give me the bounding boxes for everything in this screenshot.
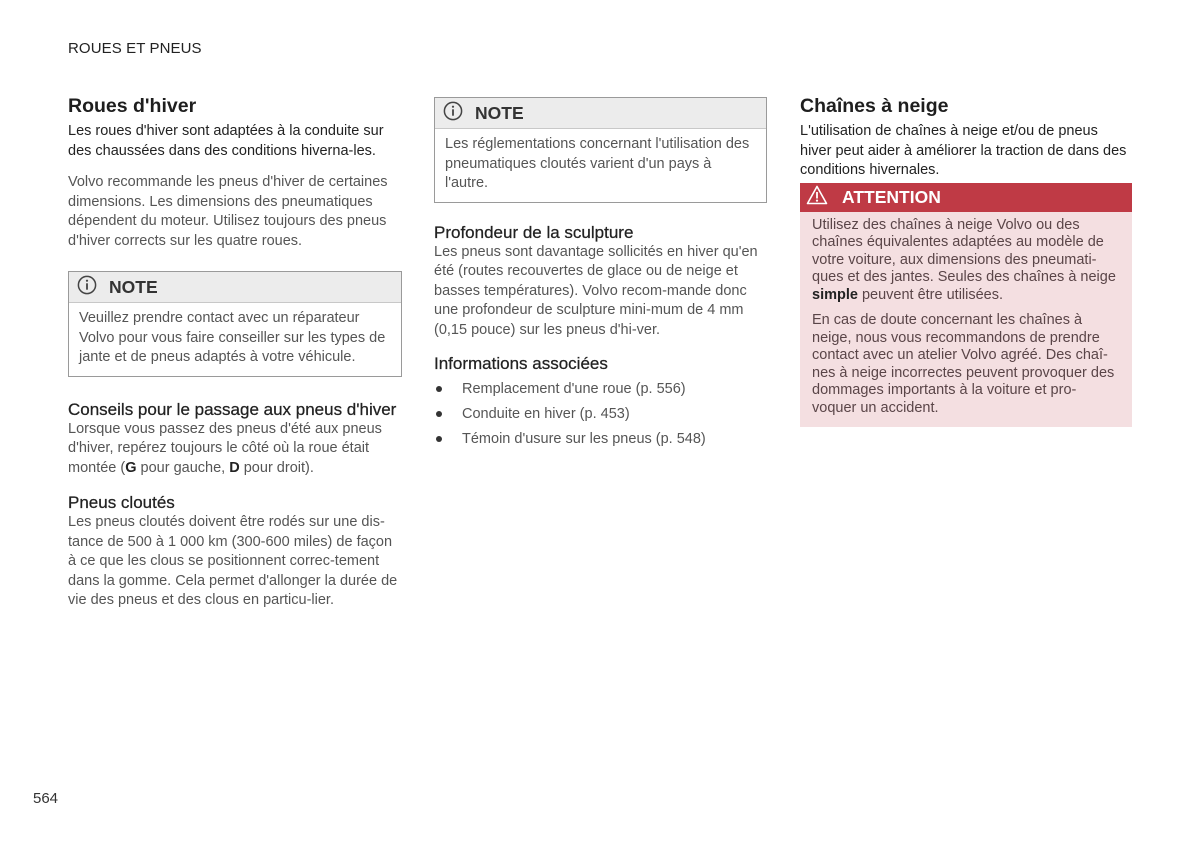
note-box-cloutes (434, 97, 767, 203)
related-link-temoin-usure[interactable]: Témoin d'usure sur les pneus (p. 548) (434, 427, 767, 452)
section-title-chaines: Chaînes à neige (800, 95, 949, 117)
column-left (68, 94, 402, 611)
subheading-informations: Informations associées (434, 354, 608, 373)
note-title: NOTE (475, 102, 524, 123)
related-links-list (434, 377, 767, 452)
intro-chaines: L'utilisation de chaînes à neige et/ou de pneus hiver peut aider à améliorer la traction de dans des conditions hivernales. (800, 123, 1127, 178)
subheading-conseils: Conseils pour le passage aux pneus d'hiver (68, 399, 397, 419)
note-header (69, 272, 401, 303)
attention-body (800, 212, 1132, 428)
subheading-profondeur: Profondeur de la sculpture (434, 222, 634, 242)
info-icon (443, 101, 463, 126)
attention-header (800, 183, 1132, 212)
note-box-jante (68, 271, 402, 377)
warning-triangle-icon (806, 185, 828, 210)
subheading-pneus-cloutes: Pneus cloutés (68, 493, 175, 512)
note-title: NOTE (109, 276, 158, 297)
page-number: 564 (33, 790, 59, 807)
attention-paragraph-1: Utilisez des chaînes à neige Volvo ou des chaînes équivalentes adaptées au modèle de votre voiture, aux dimensions des pneumati-ques et des jantes. Seules des chaînes à neige simple peuvent être utilisées. (812, 216, 1116, 303)
note-header (435, 98, 766, 129)
paragraph-pneus-cloutes: Les pneus cloutés doivent être rodés sur une dis-tance de 500 à 1 000 km (300-600 miles) de façon à ce que les clous se positionnent correc-tement dans la gomme. Cela permet d'allonger la durée de vie des pneus et des clous en particu-lier. (68, 514, 398, 608)
note-text: Les réglementations concernant l'utilisation des pneumatiques cloutés varient d'un pays à l'autre. (445, 136, 750, 191)
paragraph-conseils: Lorsque vous passez des pneus d'été aux pneus d'hiver, repérez toujours le côté où la roue était montée (G pour gauche, D pour droit). (68, 420, 382, 476)
note-text: Veuillez prendre contact avec un réparateur Volvo pour vous faire conseiller sur les types de jante et de pneus adaptés à votre véhicule. (79, 310, 386, 365)
column-right (800, 94, 1132, 427)
related-link-remplacement[interactable]: Remplacement d'une roue (p. 556) (434, 377, 767, 402)
info-icon (77, 275, 97, 300)
intro-roues-hiver: Les roues d'hiver sont adaptées à la conduite sur des chaussées dans des conditions hiverna-les. (68, 123, 384, 159)
attention-box (800, 183, 1132, 428)
related-link-conduite-hiver[interactable]: Conduite en hiver (p. 453) (434, 402, 767, 427)
paragraph-recommandation: Volvo recommande les pneus d'hiver de certaines dimensions. Les dimensions des pneumatiques dépendent du moteur. Utilisez toujours des pneus d'hiver corrects sur les quatre roues. (68, 174, 388, 249)
attention-paragraph-2: En cas de doute concernant les chaînes à neige, nous vous recommandons de prendre contact avec un atelier Volvo agréé. Des chaî-nes à neige incorrectes peuvent provoquer des dommages importants à la voiture et pro-voquer un accident. (812, 312, 1115, 416)
column-middle (434, 97, 767, 452)
section-title-roues-hiver: Roues d'hiver (68, 95, 197, 117)
paragraph-profondeur: Les pneus sont davantage sollicités en hiver qu'en été (routes recouvertes de glace ou de neige et basses températures). Volvo recom-mande donc une profondeur de sculpture mini-mum de 4 mm (0,15 pouce) sur les pneus d'hi-ver. (434, 243, 758, 338)
attention-title: ATTENTION (842, 186, 941, 207)
running-header: ROUES ET PNEUS (68, 40, 202, 57)
